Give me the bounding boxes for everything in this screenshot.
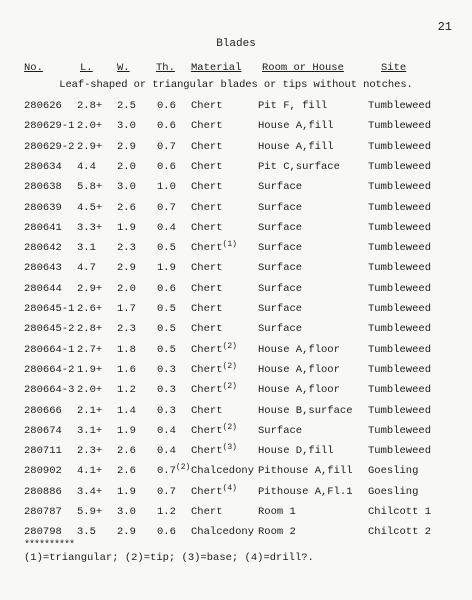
cell-width: 2.9 (117, 262, 136, 275)
cell-length: 3.1+ (77, 424, 103, 437)
cell-site: Goesling (368, 485, 419, 498)
cell-room: House A,floor (258, 363, 340, 376)
cell-material: Chert (191, 201, 223, 214)
cell-room: Surface (258, 282, 303, 295)
cell-thickness: 0.7 (157, 140, 176, 153)
table-row (0, 422, 472, 445)
cell-room: Surface (258, 303, 303, 315)
cell-width: 1.9 (117, 424, 136, 437)
cell-thickness: 0.3 (157, 384, 176, 397)
page-title: Blades (216, 38, 256, 50)
cell-material: Chalcedony (191, 526, 255, 539)
cell-catalog-number: 280798 (24, 526, 62, 539)
cell-length: 3.4+ (77, 485, 103, 498)
header-thickness: Th. (156, 62, 175, 74)
cell-catalog-number: 280787 (24, 506, 62, 518)
table-row (0, 222, 472, 242)
cell-room: House A,fill (258, 120, 334, 133)
table-row (0, 141, 472, 161)
footnote-marker: (2) (175, 463, 191, 473)
table-row (0, 242, 472, 262)
cell-site: Tumbleweed (368, 384, 432, 397)
cell-width: 3.0 (117, 506, 136, 518)
cell-material: Chalcedony (191, 465, 255, 478)
cell-room: House A,floor (258, 384, 340, 397)
cell-length: 5.8+ (77, 181, 103, 194)
separator-line: ********** (24, 540, 75, 551)
table-row (0, 323, 472, 343)
cell-catalog-number: 280641 (24, 221, 62, 234)
cell-site: Tumbleweed (368, 181, 432, 194)
table-row (0, 445, 472, 465)
cell-width: 2.6 (117, 465, 136, 478)
cell-site: Tumbleweed (368, 404, 432, 417)
cell-site: Tumbleweed (368, 221, 432, 234)
cell-thickness: 0.3 (157, 363, 176, 376)
cell-width: 3.0 (117, 181, 136, 194)
cell-room: House B,surface (258, 404, 353, 417)
cell-thickness: 0.4 (157, 445, 176, 458)
cell-width: 2.9 (117, 526, 136, 539)
cell-room: Pit C,surface (258, 160, 340, 173)
cell-length: 2.8+ (77, 323, 103, 336)
cell-width: 2.6 (117, 445, 136, 458)
cell-length: 4.7 (77, 262, 96, 275)
cell-length: 3.3+ (77, 221, 103, 234)
table-row (0, 262, 472, 282)
cell-room: Surface (258, 201, 303, 214)
table-row (0, 181, 472, 201)
header-room: Room or House (262, 62, 344, 74)
cell-thickness: 1.2 (157, 506, 176, 518)
cell-catalog-number: 280711 (24, 445, 62, 458)
cell-room: Surface (258, 323, 303, 336)
cell-room: Pithouse A,Fl.1 (258, 485, 353, 498)
cell-thickness: 0.6 (157, 100, 176, 112)
page-number: 21 (437, 20, 452, 34)
cell-room: Pithouse A,fill (258, 465, 353, 478)
cell-material: Chert$^{(4)}$ (191, 483, 237, 498)
header-no: No. (24, 62, 43, 74)
cell-room: Surface (258, 242, 303, 255)
cell-width: 1.9 (117, 221, 136, 234)
cell-width: 3.0 (117, 120, 136, 133)
cell-material: Chert (191, 100, 223, 112)
cell-width: 1.6 (117, 363, 136, 376)
footnote-marker: (2) (222, 341, 237, 351)
cell-room: House A,floor (258, 343, 340, 356)
cell-catalog-number: 280644 (24, 282, 62, 295)
cell-material: Chert$^{(1)}$ (191, 240, 237, 255)
cell-width: 2.0 (117, 282, 136, 295)
table-row (0, 100, 472, 120)
cell-room: Surface (258, 181, 303, 194)
cell-width: 1.9 (117, 485, 136, 498)
cell-material: Chert (191, 303, 223, 315)
cell-site: Tumbleweed (368, 445, 432, 458)
cell-catalog-number: 280886 (24, 485, 62, 498)
cell-catalog-number: 280639 (24, 201, 62, 214)
cell-catalog-number: 280643 (24, 262, 62, 275)
header-site: Site (381, 62, 407, 74)
cell-catalog-number: 280666 (24, 404, 62, 417)
table-row (0, 405, 472, 425)
cell-length: 2.9+ (77, 282, 103, 295)
cell-material: Chert (191, 506, 223, 518)
cell-site: Tumbleweed (368, 201, 432, 214)
cell-length: 2.0+ (77, 120, 103, 133)
footnote-marker: (2) (222, 422, 237, 432)
cell-catalog-number: 280645-1 (24, 303, 75, 315)
table-row (0, 303, 472, 323)
table-row (0, 161, 472, 181)
cell-length: 2.6+ (77, 303, 103, 315)
cell-room: Surface (258, 424, 303, 437)
cell-site: Chilcott 1 (368, 506, 432, 518)
cell-room: Pit F, fill (258, 100, 328, 112)
table-row (0, 202, 472, 222)
cell-length: 1.9+ (77, 363, 103, 376)
cell-thickness: 0.4 (157, 221, 176, 234)
cell-thickness: 0.6 (157, 160, 176, 173)
header-width: W. (117, 62, 130, 74)
cell-site: Tumbleweed (368, 242, 432, 255)
cell-length: 2.7+ (77, 343, 103, 356)
cell-width: 2.3 (117, 242, 136, 255)
cell-length: 3.5 (77, 526, 96, 539)
cell-site: Tumbleweed (368, 363, 432, 376)
cell-thickness: 0.7$^{(2)}$ (157, 463, 191, 478)
cell-catalog-number: 280674 (24, 424, 62, 437)
cell-width: 2.9 (117, 140, 136, 153)
table-row (0, 120, 472, 140)
cell-material: Chert (191, 404, 223, 417)
footnote-marker: (3) (222, 443, 237, 453)
footnote-marker: (2) (222, 382, 237, 392)
table-row (0, 483, 472, 506)
cell-width: 1.4 (117, 404, 136, 417)
cell-room: House D,fill (258, 445, 334, 458)
table-row (0, 361, 472, 384)
cell-thickness: 1.0 (157, 181, 176, 194)
cell-length: 4.4 (77, 160, 96, 173)
cell-thickness: 0.6 (157, 282, 176, 295)
cell-site: Tumbleweed (368, 160, 432, 173)
cell-length: 2.3+ (77, 445, 103, 458)
cell-material: Chert (191, 160, 223, 173)
cell-width: 1.2 (117, 384, 136, 397)
cell-site: Tumbleweed (368, 262, 432, 275)
table-row (0, 341, 472, 364)
cell-catalog-number: 280634 (24, 160, 62, 173)
cell-material: Chert$^{(3)}$ (191, 443, 237, 458)
table-row (0, 283, 472, 303)
footnote-marker: (4) (222, 483, 237, 493)
cell-catalog-number: 280629-1 (24, 120, 75, 133)
cell-thickness: 0.6 (157, 120, 176, 133)
cell-site: Tumbleweed (368, 100, 432, 112)
cell-thickness: 0.5 (157, 303, 176, 315)
cell-material: Chert (191, 221, 223, 234)
table-row (0, 506, 472, 526)
cell-material: Chert$^{(2)}$ (191, 422, 237, 437)
cell-material: Chert (191, 323, 223, 336)
header-length: L. (80, 62, 93, 74)
cell-thickness: 0.5 (157, 323, 176, 336)
cell-catalog-number: 280664-1 (24, 343, 75, 356)
cell-site: Tumbleweed (368, 282, 432, 295)
cell-site: Goesling (368, 465, 419, 478)
cell-length: 2.0+ (77, 384, 103, 397)
cell-catalog-number: 280629-2 (24, 140, 75, 153)
cell-thickness: 0.4 (157, 424, 176, 437)
cell-site: Tumbleweed (368, 303, 432, 315)
cell-material: Chert (191, 262, 223, 275)
cell-room: Surface (258, 221, 303, 234)
footnote: (1)=triangular; (2)=tip; (3)=base; (4)=drill?. (24, 552, 314, 564)
table-row (0, 465, 472, 485)
cell-room: Surface (258, 262, 303, 275)
table-row (0, 384, 472, 404)
cell-material: Chert (191, 120, 223, 133)
cell-catalog-number: 280645-2 (24, 323, 75, 336)
cell-site: Tumbleweed (368, 323, 432, 336)
cell-length: 2.9+ (77, 140, 103, 153)
cell-thickness: 0.6 (157, 526, 176, 539)
cell-thickness: 0.3 (157, 404, 176, 417)
cell-material: Chert (191, 282, 223, 295)
cell-catalog-number: 280664-3 (24, 384, 75, 397)
cell-thickness: 0.7 (157, 201, 176, 214)
cell-site: Tumbleweed (368, 343, 432, 356)
cell-site: Tumbleweed (368, 424, 432, 437)
table-subtitle: Leaf-shaped or triangular blades or tips without notches. (59, 79, 413, 91)
cell-catalog-number: 280902 (24, 465, 62, 478)
cell-catalog-number: 280664-2 (24, 363, 75, 376)
cell-site: Tumbleweed (368, 120, 432, 133)
cell-width: 1.7 (117, 303, 136, 315)
cell-length: 5.9+ (77, 506, 103, 518)
cell-room: Room 2 (258, 526, 296, 539)
cell-width: 2.5 (117, 100, 136, 112)
cell-thickness: 0.7 (157, 485, 176, 498)
header-material: Material (191, 62, 242, 74)
cell-room: House A,fill (258, 140, 334, 153)
cell-catalog-number: 280642 (24, 242, 62, 255)
cell-site: Chilcott 2 (368, 526, 432, 539)
cell-catalog-number: 280626 (24, 100, 62, 112)
cell-width: 2.0 (117, 160, 136, 173)
footnote-marker: (1) (222, 240, 237, 250)
footnote-marker: (2) (222, 361, 237, 371)
cell-catalog-number: 280638 (24, 181, 62, 194)
cell-thickness: 0.5 (157, 242, 176, 255)
cell-length: 2.8+ (77, 100, 103, 112)
cell-material: Chert$^{(2)}$ (191, 341, 237, 356)
cell-width: 2.6 (117, 201, 136, 214)
cell-width: 2.3 (117, 323, 136, 336)
cell-length: 4.5+ (77, 201, 103, 214)
cell-material: Chert$^{(2)}$ (191, 382, 237, 397)
cell-thickness: 1.9 (157, 262, 176, 275)
cell-site: Tumbleweed (368, 140, 432, 153)
cell-material: Chert (191, 140, 223, 153)
cell-length: 4.1+ (77, 465, 103, 478)
cell-material: Chert$^{(2)}$ (191, 361, 237, 376)
cell-room: Room 1 (258, 506, 296, 518)
cell-length: 2.1+ (77, 404, 103, 417)
cell-thickness: 0.5 (157, 343, 176, 356)
cell-length: 3.1 (77, 242, 96, 255)
cell-width: 1.8 (117, 343, 136, 356)
cell-material: Chert (191, 181, 223, 194)
